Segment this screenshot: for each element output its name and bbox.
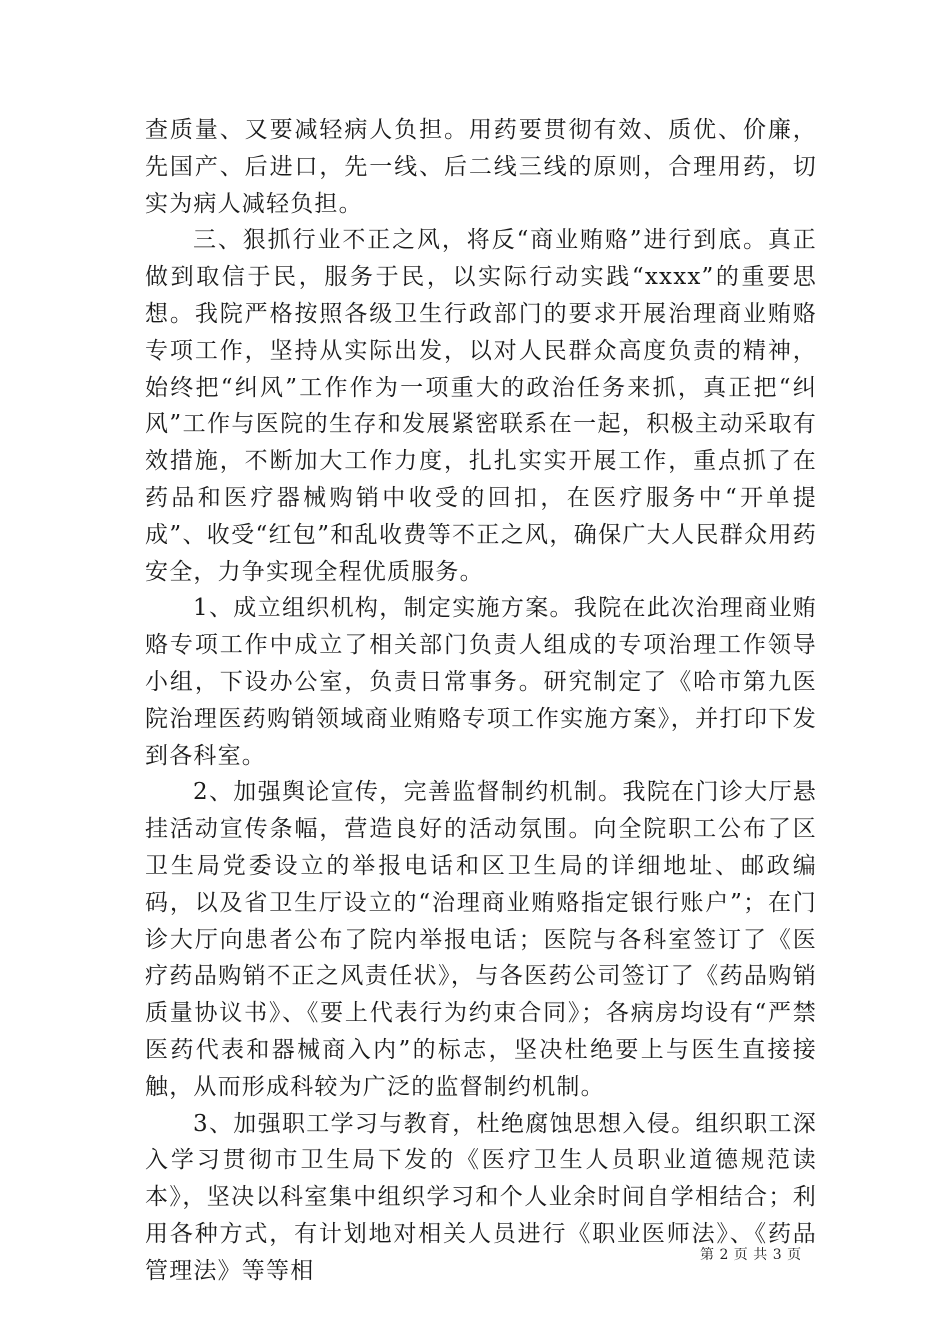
paragraph-4: 2、加强舆论宣传，完善监督制约机制。我院在门诊大厅悬挂活动宣传条幅，营造良好的活动氛围。向全院职工公布了区卫生局党委设立的举报电话和区卫生局的详细地址、邮政编码，以及省卫生厅设立的“治理商业贿赂指定银行账户”；在门诊大厅向患者公布了院内举报电话；医院与各科室签订了《医疗药品购销不正之风责任状》，与各医药公司签订了《药品购销质量协议书》、《要上代表行为约束合同》；各病房均设有“严禁医药代表和器械商入内”的标志，坚决杜绝要上与医生直接接触，从而形成科较为广泛的监督制约机制。 — [145, 779, 817, 1100]
paragraph-5: 3、加强职工学习与教育，杜绝腐蚀思想入侵。组织职工深入学习贯彻市卫生局下发的《医疗卫生人员职业道德规范读本》，坚决以科室集中组织学习和个人业余时间自学相结合；利用各种方式，有计划地对相关人员进行《职业医师法》、《药品管理法》等等相 — [145, 1110, 817, 1284]
page-number-footer: 第 2 页 共 3 页 — [700, 1247, 802, 1263]
paragraph-1: 查质量、又要减轻病人负担。用药要贯彻有效、质优、价廉，先国产、后进口，先一线、后二线三线的原则，合理用药，切实为病人减轻负担。 — [145, 117, 817, 217]
paragraph-3: 1、成立组织机构，制定实施方案。我院在此次治理商业贿赂专项工作中成立了相关部门负责人组成的专项治理工作领导小组，下设办公室，负责日常事务。研究制定了《哈市第九医院治理医药购销领域商业贿赂专项工作实施方案》，并打印下发到各科室。 — [145, 595, 817, 769]
paragraph-2: 三、狠抓行业不正之风，将反“商业贿赂”进行到底。真正做到取信于民，服务于民，以实际行动实践“xxxx”的重要思想。我院严格按照各级卫生行政部门的要求开展治理商业贿赂专项工作，坚持从实际出发，以对人民群众高度负责的精神，始终把“纠风”工作作为一项重大的政治任务来抓，真正把“纠风”工作与医院的生存和发展紧密联系在一起，积极主动采取有效措施，不断加大工作力度，扎扎实实开展工作，重点抓了在药品和医疗器械购销中收受的回扣，在医疗服务中“开单提成”、收受“红包”和乱收费等不正之风，确保广大人民群众用药安全，力争实现全程优质服务。 — [145, 227, 817, 585]
document-body — [145, 112, 817, 1290]
